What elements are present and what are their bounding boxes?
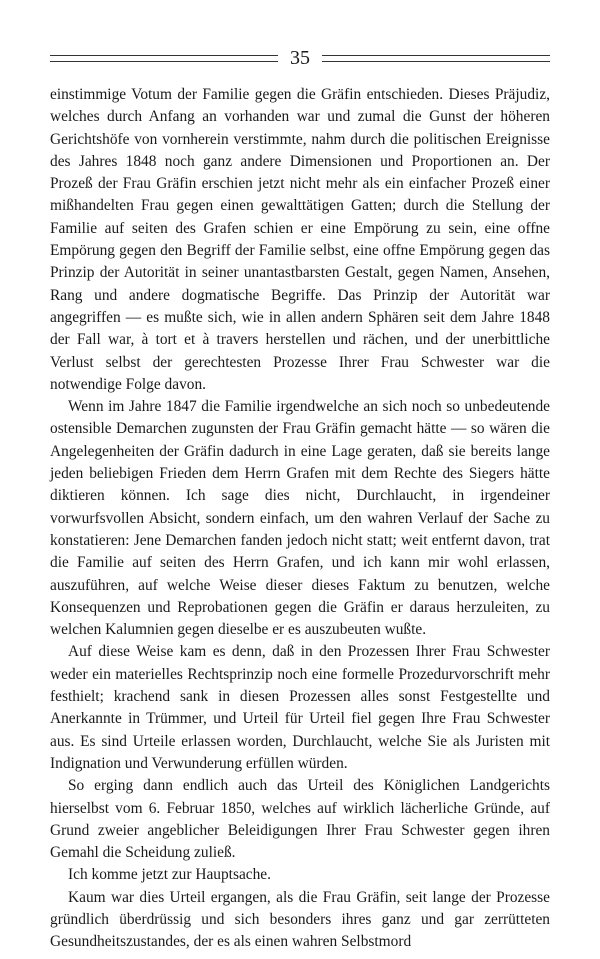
paragraph-3: Auf diese Weise kam es denn, daß in den Prozessen Ihrer Frau Schwester weder ein materielles Rechtsprinzip noch eine formelle Prozedurvorschrift mehr festhielt; krachend sank in diesen Prozessen alles sonst Festgestellte und Anerkannte in Trümmer, und Urteil für Urteil fiel gegen Ihre Frau Schwester aus. Es sind Urteile erlassen worden, Durchlaucht, welche Sie als Juristen mit Indignation und Verwunderung erfüllen würden. <box>50 643 550 772</box>
body-text <box>50 84 550 954</box>
page-header <box>50 38 550 78</box>
header-rule-right <box>322 55 550 62</box>
paragraph-5: Ich komme jetzt zur Hauptsache. <box>68 866 271 884</box>
page-number: 35 <box>290 47 310 69</box>
paragraph-2: Wenn im Jahre 1847 die Familie irgendwelche an sich noch so unbedeutende ostensible Demarchen zugunsten der Frau Gräfin gemacht hätte — so wären die Angelegenheiten der Gräfin dadurch in eine Lage geraten, daß sie bereits lange jeden beliebigen Frieden dem Herrn Grafen mit dem Rechte des Siegers hätte diktieren können. Ich sage dies nicht, Durchlaucht, in irgendeiner vorwurfsvollen Absicht, sondern einfach, um den wahren Verlauf der Sache zu konstatieren: Jene Demarchen fanden jedoch nicht statt; weit entfernt davon, trat die Familie auf seiten des Herrn Grafen, und ich kann mir wohl erlassen, auszuführen, auf welche Weise dieser dieses Faktum zu benutzen, welche Konsequenzen und Reprobationen gegen die Gräfin er daraus herzuleiten, zu welchen Kalumnien gegen dieselbe er es auszubeuten wußte. <box>50 398 550 639</box>
paragraph-1: einstimmige Votum der Familie gegen die Gräfin entschieden. Dieses Präjudiz, welches durch Anfang an vorhanden war und zumal die Gunst der höheren Gerichtshöfe von vornherein verstimmte, nahm durch die politischen Ereignisse des Jahres 1848 noch ganz andere Dimensionen und Proportionen an. Der Prozeß der Frau Gräfin erschien jetzt nicht mehr als ein einfacher Prozeß einer mißhandelten Frau gegen einen gewalttätigen Gatten; durch die Stellung der Familie auf seiten des Grafen schien er eine Empörung zu sein, eine offne Empörung gegen den Begriff der Familie selbst, eine offne Empörung gegen das Prinzip der Autorität in seiner unantastbarsten Gestalt, gegen Namen, Ansehen, Rang und andere dogmatische Begriffe. Das Prinzip der Autorität war angegriffen — es mußte sich, wie in allen andern Sphären seit dem Jahre 1848 der Fall war, à tort et à travers herstellen und rächen, und der unerbittliche Verlust selbst der gerechtesten Prozesse Ihrer Frau Schwester war die notwendige Folge davon. <box>50 86 550 393</box>
paragraph-6: Kaum war dies Urteil ergangen, als die Frau Gräfin, seit lange der Prozesse gründlich überdrüssig und sich besonders ihres ganz und gar zerrütteten Gesundheitszustandes, der es als einen wahren Selbstmord <box>50 888 550 951</box>
paragraph-4: So erging dann endlich auch das Urteil des Königlichen Landgerichts hierselbst vom 6. Februar 1850, welches auf wirklich lächerliche Gründe, auf Grund zweier angeblicher Beleidigungen Ihrer Frau Schwester gegen ihren Gemahl die Scheidung zuließ. <box>50 777 550 862</box>
header-rule-left <box>50 55 278 62</box>
